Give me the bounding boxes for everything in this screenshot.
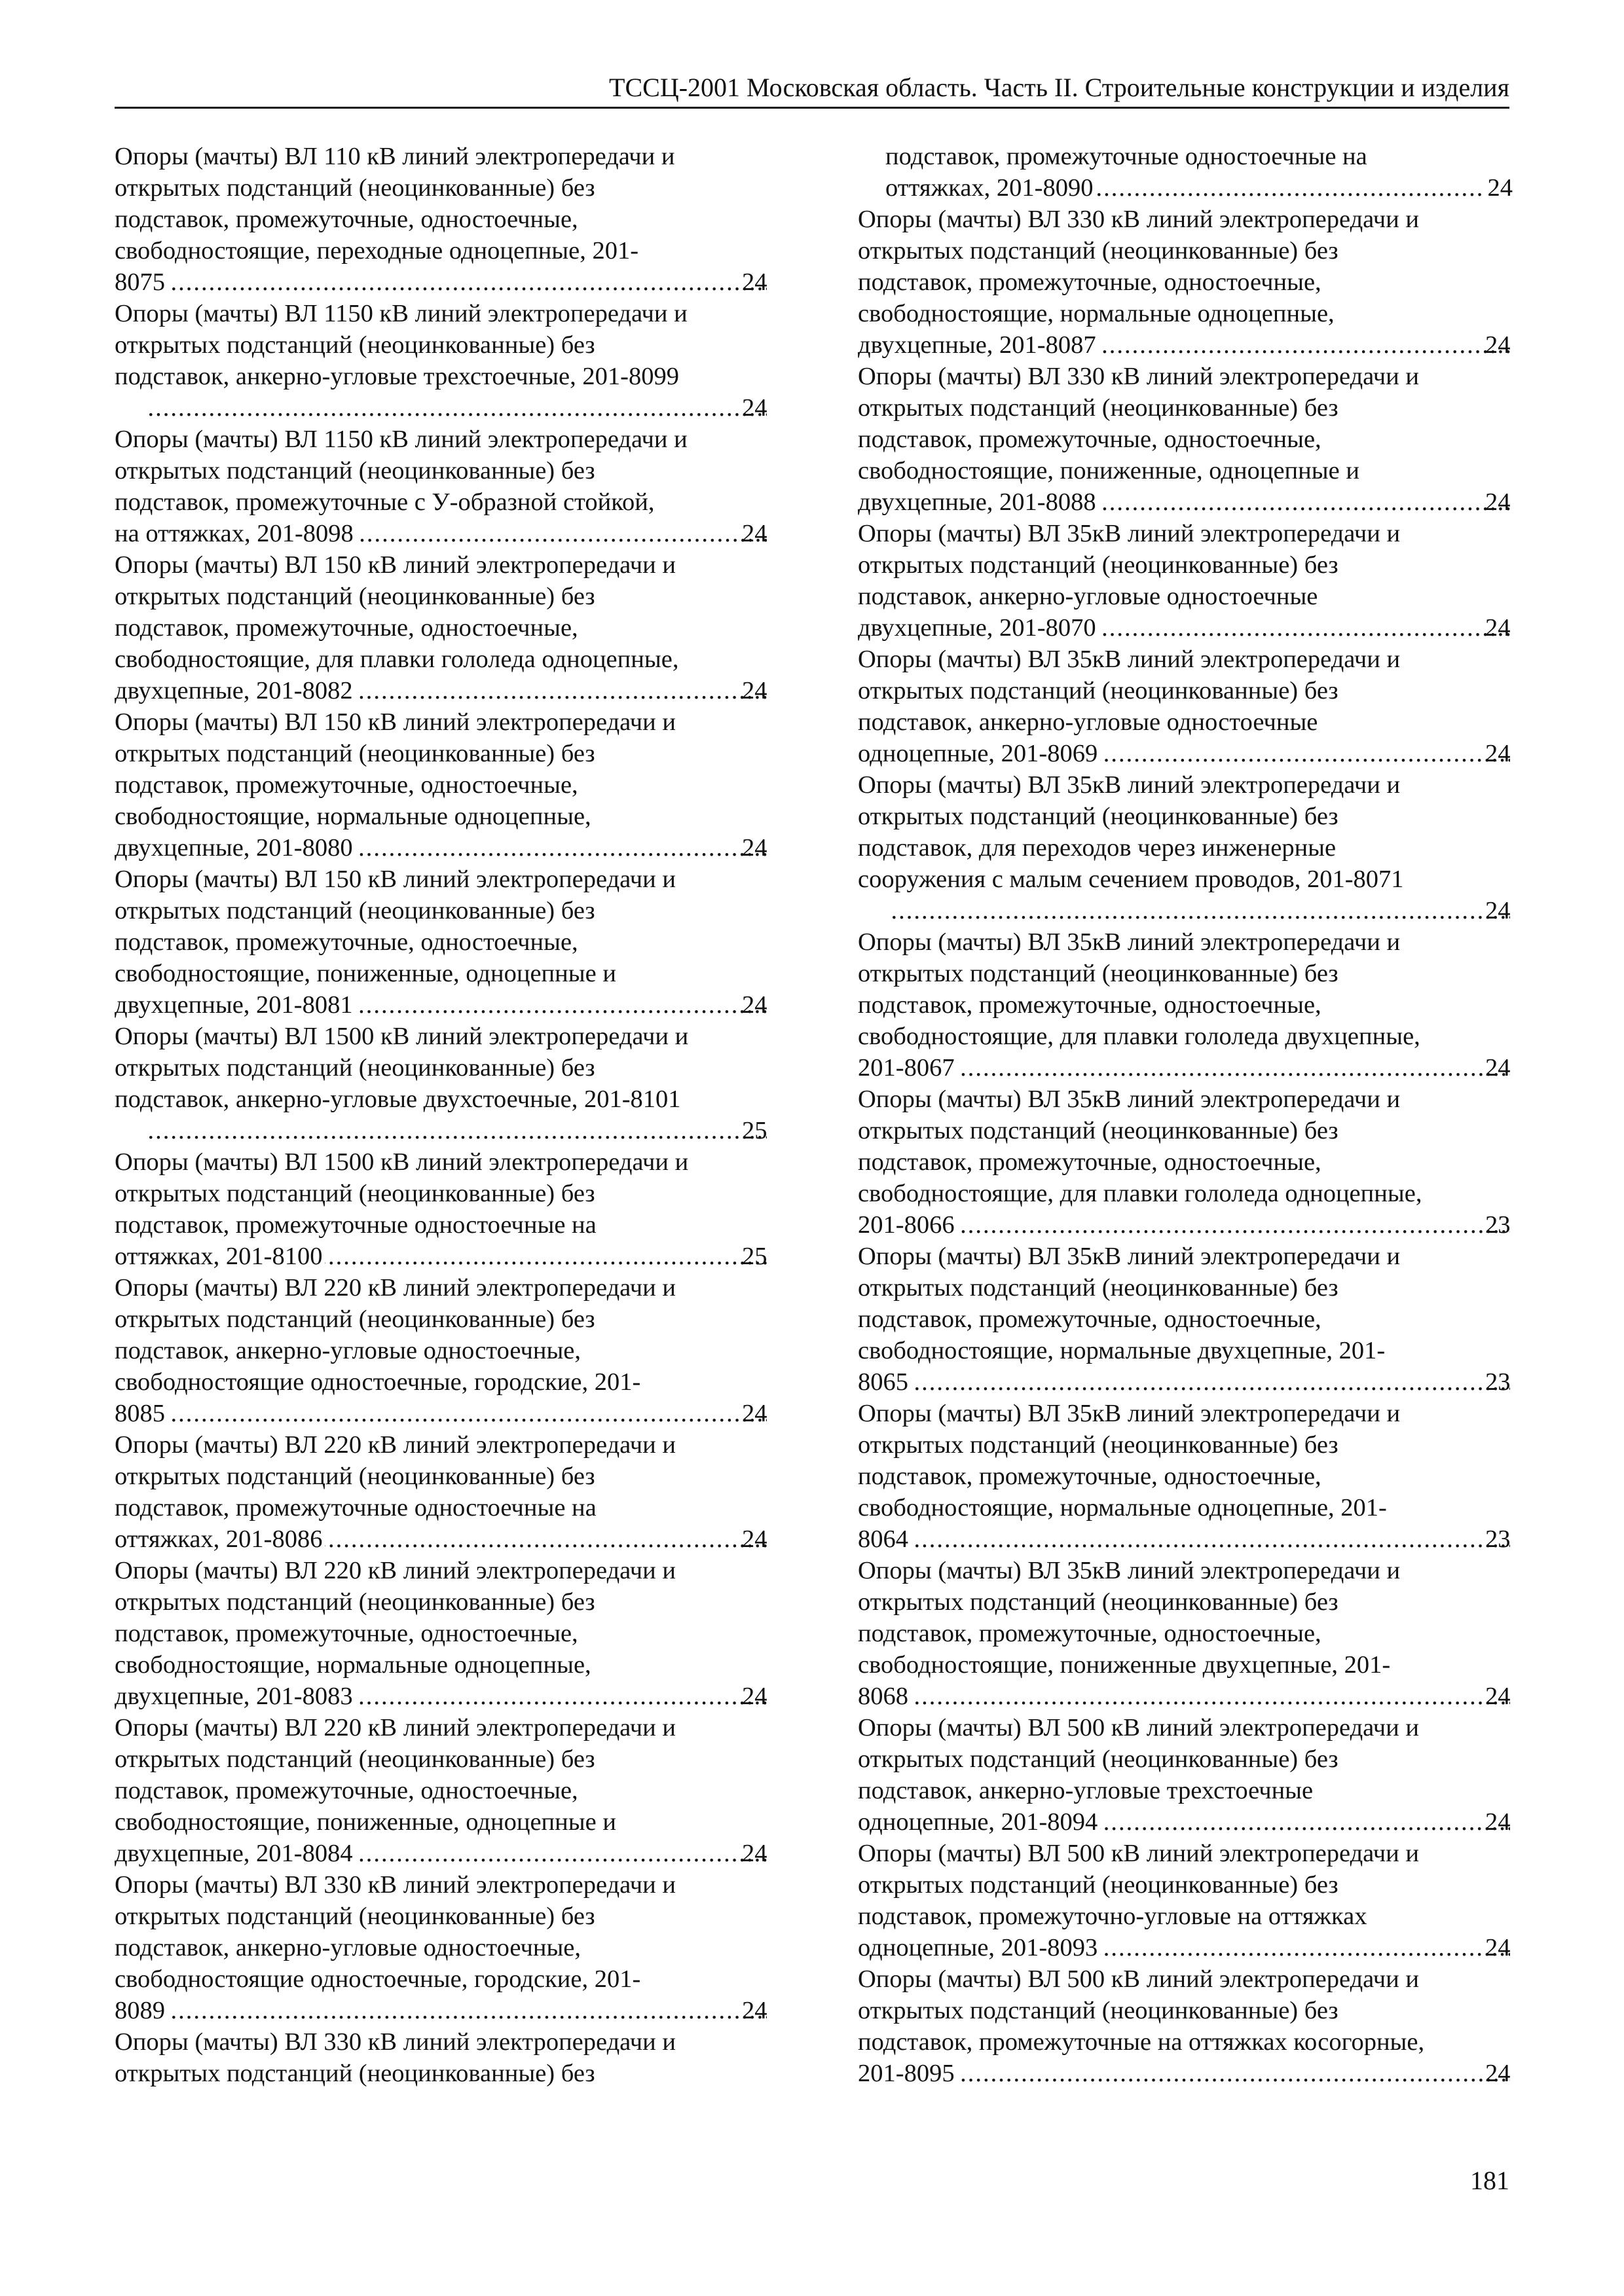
entry-text-line: Опоры (мачты) ВЛ 220 кВ линий электропередачи и [115,1714,676,1741]
entry-text-line: подставок, промежуточные, одностоечные, [858,1620,1321,1647]
entry-leader-line: двухцепные, 201-8087 ..... 24 [885,329,1513,361]
entry-text-line: Опоры (мачты) ВЛ 500 кВ линий электропередачи и [858,1840,1419,1867]
entry-leader-line: на оттяжках, 201-8098 ..... 24 [142,518,769,549]
entry-text-line: открытых подстанций (неоцинкованные) без [858,677,1338,704]
dot-leader [957,1209,1510,1241]
entry-text-line: подставок, анкерно-угловые одностоечные, [115,1934,581,1961]
entry-text-line: Опоры (мачты) ВЛ 35кВ линий электропередачи и [858,646,1401,673]
entry-text-line: открытых подстанций (неоцинкованные) без [115,583,595,610]
entry-text-tail: двухцепные, 201-8083 [115,1683,353,1710]
entry-leader-line: 8065 ..... 23 [885,1366,1513,1398]
entry-leader-line: двухцепные, 201-8070 ..... 24 [885,612,1513,644]
entry-text-line: подставок, промежуточно-угловые на оттяжках [858,1903,1367,1930]
entry-text-line: свободностоящие одностоечные, городские, 201- [115,1368,641,1396]
entry-text-line: открытых подстанций (неоцинкованные) без [858,1431,1338,1459]
dot-leader [911,1523,1510,1555]
entry-leader-line: оттяжках, 201-8100 ..... 25 [142,1241,769,1272]
entry-leader-line: двухцепные, 201-8084 ..... 24 [142,1838,769,1869]
entry-text-line: свободностоящие, нормальные одноцепные, [115,803,591,830]
entry-leader-line: 201-8095 ..... 24 [885,2058,1513,2089]
entry-leader-line [885,172,1513,204]
index-entry [858,1555,1513,1712]
entry-text-line: Опоры (мачты) ВЛ 1150 кВ линий электропередачи и [115,426,688,453]
entry-leader-line: двухцепные, 201-8080 ..... 24 [142,832,769,864]
index-column-right [858,141,1513,2089]
entry-leader-line: двухцепные, 201-8083 ..... 24 [142,1681,769,1712]
entry-text-line: Опоры (мачты) ВЛ 35кВ линий электропередачи и [858,928,1401,956]
entry-leader-line: ..... 24 [885,895,1513,926]
entry-text-line: открытых подстанций (неоцинкованные) без [858,1588,1338,1616]
entry-text-line: Опоры (мачты) ВЛ 35кВ линий электропередачи и [858,1085,1401,1113]
entry-text-line: открытых подстанций (неоцинкованные) без [115,1305,595,1333]
dot-leader [356,675,767,706]
running-header: ТССЦ-2001 Московская область. Часть II. Строительные конструкции и изделия [115,69,1509,109]
entry-leader-line: 8064 ..... 23 [885,1523,1513,1555]
entry-text-line: открытых подстанций (неоцинкованные) без [858,803,1338,830]
index-entry [115,1712,769,1869]
entry-text-line: подставок, анкерно-угловые трехстоечные, 201-8099 [115,363,679,390]
index-entry [858,1963,1513,2089]
entry-text-tail: 8085 [115,1400,165,1427]
entry-text-line: открытых подстанций (неоцинкованные) без [858,1117,1338,1144]
index-entry [858,1241,1513,1398]
entry-leader-line: 8068 ..... 24 [885,1681,1513,1712]
dot-leader [356,1681,767,1712]
index-entry [115,1869,769,2026]
entry-text-line: подставок, промежуточные, одностоечные, [115,928,578,956]
entry-text-line: свободностоящие, пониженные двухцепные, 201- [858,1651,1391,1679]
entry-text-line: открытых подстанций (неоцинкованные) без [115,1054,595,1082]
entry-text-line: открытых подстанций (неоцинкованные) без [858,551,1338,579]
index-entry [858,644,1513,769]
index-entry [858,1398,1513,1555]
entry-text-line: открытых подстанций (неоцинкованные) без [115,1180,595,1207]
entry-text-line: подставок, промежуточные, одностоечные, [115,614,578,642]
entry-leader-line: 201-8066 ..... 23 [885,1209,1513,1241]
entry-text-line: Опоры (мачты) ВЛ 1150 кВ линий электропередачи и [115,300,688,327]
index-entry [115,706,769,864]
entry-text-line: подставок, промежуточные, одностоечные, [858,1305,1321,1333]
entry-text-line: подставок, промежуточные, одностоечные, [858,1463,1321,1490]
entry-text-line: подставок, промежуточные, одностоечные, [115,1777,578,1804]
index-entry [858,1838,1513,1963]
entry-text-line: открытых подстанций (неоцинкованные) без [115,1745,595,1773]
dot-leader [1100,738,1510,769]
index-entry [115,549,769,706]
entry-leader-line: двухцепные, 201-8081 ..... 24 [142,989,769,1021]
entry-leader-line: ..... 24 [142,392,769,424]
dot-leader [145,392,767,424]
entry-leader-line: ..... 25 [142,1115,769,1146]
entry-text-line: открытых подстанций (неоцинкованные) без [115,740,595,767]
entry-text-line: подставок, анкерно-угловые двухстоечные, 201-8101 [115,1085,681,1113]
index-entry [858,204,1513,361]
entry-text-line: подставок, промежуточные, одностоечные, [858,426,1321,453]
entry-text-line: сооружения с малым сечением проводов, 201-8071 [858,866,1404,893]
entry-text-line: подставок, анкерно-угловые одностоечные [858,583,1318,610]
entry-text-tail: оттяжках, 201-8090 [885,174,1094,202]
entry-text-tail: оттяжках, 201-8086 [115,1525,323,1553]
entry-text-line: подставок, анкерно-угловые одностоечные [858,708,1318,736]
entry-text-line: Опоры (мачты) ВЛ 220 кВ линий электропередачи и [115,1557,676,1584]
entry-leader-line: двухцепные, 201-8088 ..... 24 [885,486,1513,518]
entry-text-line: открытых подстанций (неоцинкованные) без [115,897,595,924]
entry-text-line: Опоры (мачты) ВЛ 330 кВ линий электропередачи и [115,2028,676,2056]
entry-text-line: Опоры (мачты) ВЛ 150 кВ линий электропередачи и [115,866,676,893]
entry-text-line: подставок, промежуточные, одностоечные, [858,991,1321,1019]
dot-leader [1099,612,1510,644]
index-entry-continuation [858,141,1513,204]
entry-leader-line: 8089 ..... 24 [142,1995,769,2026]
index-entry [858,1712,1513,1838]
entry-text-tail: одноцепные, 201-8094 [858,1808,1098,1836]
entry-text-line: открытых подстанций (неоцинкованные) без [858,1745,1338,1773]
dot-leader [1096,172,1485,204]
entry-text-tail: двухцепные, 201-8087 [858,331,1096,359]
entry-text-line: Опоры (мачты) ВЛ 35кВ линий электропередачи и [858,1557,1401,1584]
index-entry [115,424,769,549]
entry-text-line: подставок, промежуточные, одностоечные, [115,1620,578,1647]
entry-text-tail: двухцепные, 201-8082 [115,677,353,704]
dot-leader [325,1523,767,1555]
entry-text-line: подставок, промежуточные, одностоечные, [115,771,578,799]
entry-text-tail: двухцепные, 201-8081 [115,991,353,1019]
index-entry [115,1555,769,1712]
dot-leader [957,2058,1510,2089]
entry-text-line: открытых подстанций (неоцинкованные) без [115,457,595,484]
entry-text-line: Опоры (мачты) ВЛ 35кВ линий электропередачи и [858,520,1401,547]
entry-text-tail: 8075 [115,268,165,296]
entry-text-line: свободностоящие, для плавки гололеда одноцепные, [115,646,679,673]
entry-text-tail: двухцепные, 201-8088 [858,488,1096,516]
dot-leader [1100,1932,1510,1963]
index-entry [115,1429,769,1555]
entry-text-tail: 8065 [858,1368,908,1396]
entry-text-tail: двухцепные, 201-8084 [115,1840,353,1867]
entry-leader-line: двухцепные, 201-8082 ..... 24 [142,675,769,706]
dot-leader [1100,1806,1510,1838]
entry-text-line: свободностоящие, пониженные, одноцепные и [858,457,1359,484]
entry-leader-line: одноцепные, 201-8069 ..... 24 [885,738,1513,769]
dot-leader [356,1838,767,1869]
entry-text-line: подставок, промежуточные с У-образной стойкой, [115,488,655,516]
entry-text-line: свободностоящие, нормальные одноцепные, [858,300,1335,327]
index-entry [858,1084,1513,1241]
entry-text-line: открытых подстанций (неоцинкованные) без [858,960,1338,987]
dot-leader [957,1052,1510,1084]
dot-leader [1099,486,1510,518]
dot-leader [168,1398,767,1429]
entry-text-line: Опоры (мачты) ВЛ 220 кВ линий электропередачи и [115,1431,676,1459]
dot-leader [1099,329,1510,361]
entry-leader-line: 8085 ..... 24 [142,1398,769,1429]
entry-text-line: подставок, анкерно-угловые одностоечные, [115,1337,581,1364]
entry-text-tail: одноцепные, 201-8069 [858,740,1098,767]
entry-text-line: Опоры (мачты) ВЛ 150 кВ линий электропередачи и [115,551,676,579]
entry-leader-line: одноцепные, 201-8093 ..... 24 [885,1932,1513,1963]
index-column-left [115,141,769,2089]
index-entry [115,864,769,1021]
index-entry [858,926,1513,1084]
entry-text-tail: 201-8066 [858,1211,955,1239]
index-entry [115,2026,769,2089]
index-entry [115,1021,769,1146]
entry-text-line: Опоры (мачты) ВЛ 150 кВ линий электропередачи и [115,708,676,736]
page-number: 181 [1470,2166,1509,2195]
entry-text-line: подставок, для переходов через инженерные [858,834,1337,862]
entry-text-line: Опоры (мачты) ВЛ 1500 кВ линий электропередачи и [115,1148,689,1176]
entry-leader-line: 8075 ..... 24 [142,266,769,298]
entry-text-line: открытых подстанций (неоцинкованные) без [115,1903,595,1930]
index-entry [115,1146,769,1272]
entry-text-line: Опоры (мачты) ВЛ 220 кВ линий электропередачи и [115,1274,676,1302]
entry-text-line: Опоры (мачты) ВЛ 330 кВ линий электропередачи и [858,206,1419,233]
entry-page-ref: 24 [1487,174,1513,202]
dot-leader [145,1115,767,1146]
entry-text-line: открытых подстанций (неоцинкованные) без [115,331,595,359]
entry-text-line: Опоры (мачты) ВЛ 110 кВ линий электропередачи и [115,143,675,170]
entry-text-line: подставок, промежуточные одностоечные на [115,1211,597,1239]
dot-leader [911,1366,1510,1398]
entry-text-line: Опоры (мачты) ВЛ 330 кВ линий электропередачи и [115,1871,676,1899]
entry-text-line: свободностоящие, пониженные, одноцепные и [115,960,616,987]
index-entry [115,141,769,298]
entry-text-tail: на оттяжках, 201-8098 [115,520,354,547]
dot-leader [168,1995,767,2026]
dot-leader [356,989,767,1021]
entry-text-line: подставок, промежуточные, одностоечные, [858,1148,1321,1176]
dot-leader [911,1681,1510,1712]
entry-text-line: открытых подстанций (неоцинкованные) без [115,174,595,202]
index-entry [115,298,769,424]
dot-leader [356,832,767,864]
entry-text-line: подставок, промежуточные, одностоечные, [858,268,1321,296]
entry-text-line: открытых подстанций (неоцинкованные) без [115,1463,595,1490]
entry-text-line: Опоры (мачты) ВЛ 500 кВ линий электропередачи и [858,1714,1419,1741]
entry-text-line: свободностоящие, для плавки гололеда одноцепные, [858,1180,1422,1207]
entry-text-line: открытых подстанций (неоцинкованные) без [858,394,1338,422]
entry-text-line: открытых подстанций (неоцинкованные) без [858,1871,1338,1899]
entry-text-line: свободностоящие одностоечные, городские, 201- [115,1965,641,1993]
entry-text-line: открытых подстанций (неоцинкованные) без [858,1274,1338,1302]
entry-leader-line: 201-8067 ..... 24 [885,1052,1513,1084]
entry-text-line: подставок, промежуточные одностоечные на [115,1494,597,1522]
entry-text-line: Опоры (мачты) ВЛ 500 кВ линий электропередачи и [858,1965,1419,1993]
entry-leader-line: одноцепные, 201-8094 ..... 24 [885,1806,1513,1838]
dot-leader [168,266,767,298]
entry-text-tail: 8089 [115,1997,165,2024]
entry-text-line: подставок, промежуточные на оттяжках косогорные, [858,2028,1425,2056]
dot-leader [325,1241,767,1272]
entry-text-line: открытых подстанций (неоцинкованные) без [858,237,1338,264]
index-entry [858,518,1513,644]
entry-text-line: подставок, промежуточные, одностоечные, [115,206,578,233]
entry-text-line: Опоры (мачты) ВЛ 35кВ линий электропередачи и [858,1243,1401,1270]
entry-text-line: Опоры (мачты) ВЛ 330 кВ линий электропередачи и [858,363,1419,390]
entry-text-line: свободностоящие, нормальные двухцепные, 201- [858,1337,1386,1364]
entry-text-line: открытых подстанций (неоцинкованные) без [115,1588,595,1616]
entry-text-line: подставок, промежуточные одностоечные на [885,143,1367,170]
entry-text-line: подставок, анкерно-угловые трехстоечные [858,1777,1314,1804]
entry-text-tail: 8068 [858,1683,908,1710]
dot-leader [356,518,767,549]
entry-text-line: свободностоящие, для плавки гололеда двухцепные, [858,1023,1420,1050]
entry-leader-line: оттяжках, 201-8086 ..... 24 [142,1523,769,1555]
entry-text-tail: 8064 [858,1525,908,1553]
entry-text-line: свободностоящие, нормальные одноцепные, [115,1651,591,1679]
entry-text-line: Опоры (мачты) ВЛ 35кВ линий электропередачи и [858,771,1401,799]
entry-text-tail: двухцепные, 201-8070 [858,614,1096,642]
dot-leader [888,895,1510,926]
entry-text-tail: двухцепные, 201-8080 [115,834,353,862]
entry-text-line: свободностоящие, нормальные одноцепные, 201- [858,1494,1387,1522]
entry-text-line: Опоры (мачты) ВЛ 35кВ линий электропередачи и [858,1400,1401,1427]
entry-text-tail: 201-8067 [858,1054,955,1082]
entry-text-line: Опоры (мачты) ВЛ 1500 кВ линий электропередачи и [115,1023,689,1050]
entry-text-line: свободностоящие, пониженные, одноцепные и [115,1808,616,1836]
entry-text-line: свободностоящие, переходные одноцепные, 201- [115,237,639,264]
index-entry [858,361,1513,518]
index-entry [115,1272,769,1429]
entry-text-tail: одноцепные, 201-8093 [858,1934,1098,1961]
entry-text-tail: оттяжках, 201-8100 [115,1243,323,1270]
entry-text-line: открытых подстанций (неоцинкованные) без [858,1997,1338,2024]
entry-text-tail: 201-8095 [858,2060,955,2087]
entry-text-line: открытых подстанций (неоцинкованные) без [115,2060,595,2087]
index-entry [858,769,1513,926]
